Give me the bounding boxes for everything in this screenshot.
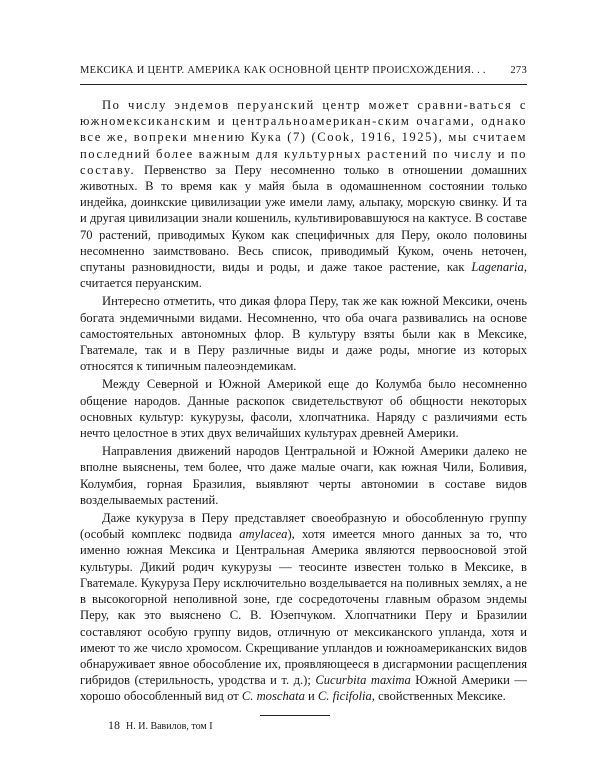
signature-number: 18 bbox=[108, 718, 120, 732]
paragraph-3: Между Северной и Южной Америкой еще до Колумба было несомненно общение народов. Данные раскопок свидетельствуют об общности некоторых основных культур: кукурузы, фасоли, хлопчатника. Наряду с различиями есть нечто целостное в этих двух величайших культурах древней Америки. bbox=[80, 377, 527, 441]
paragraph-1 bbox=[80, 97, 527, 291]
paragraph-2: Интересно отметить, что дикая флора Перу, так же как южной Мексики, очень богата эндемичными видами. Несомненно, что оба очага развивались на основе самостоятельных автономных флор. В культуру взяты были как в Мексике, Гватемале, так и в Перу различные виды и даже роды, многие из которых относятся к типичным палеоэндемикам. bbox=[80, 294, 527, 374]
spaced-lead: По числу эндемов перуанский центр может сравни-ваться с южномексиканским и центральноамерикан-ским очагами, однако все же, вопреки мнению Кука (7) (Cook, 1916, 1925), мы считаем последний более важным для культурных растений по числу и по составу. bbox=[80, 98, 527, 177]
page-number: 273 bbox=[510, 65, 527, 76]
p5-part-c: Южной Америки — хорошо обособленный вид от bbox=[80, 673, 527, 704]
italic-term: C. ficifolia bbox=[317, 689, 372, 704]
italic-term: Cucurbita maxima bbox=[315, 673, 411, 688]
printer-signature bbox=[108, 719, 213, 733]
signature-text: Н. И. Вавилов, том I bbox=[126, 721, 213, 732]
p5-part-b: ), хотя имеется много данных за то, что именно южная Мексика и Центральная Америка являются первоосновой этой культуры. Дикий родич кукурузы — теосинте известен только в Мексике, в Гватемале. Кукуруза Перу исключительно возделывается на поливных землях, а не в высокогорной неполивной зоне, где сосредоточены главным образом эндемы Перу, как это выяснено С. В. Юзепчуком. Хлопчатники Перу и Бразилии составляют особую группу видов, отличную от мексиканского упланда, хотя и имеют то же число хромосом. Скрещивание упландов и южноамериканских видов обнаруживает явное обособление их, проявляющееся в дисгармонии расщепления гибридов (стерильность, уродства и т. д.); bbox=[80, 527, 528, 688]
running-head-title: МЕКСИКА И ЦЕНТР. АМЕРИКА КАК ОСНОВНОЙ ЦЕНТР ПРОИСХОЖДЕНИЯ. . . bbox=[80, 65, 486, 76]
paragraph-1-tail: , считается перуанским. bbox=[80, 260, 527, 291]
paragraph-1-rest: Первенство за Перу несомненно только в отношении домашних животных. В то время как у майя была в одомашненном состоянии только индейка, доинкские цивилизации уже имели ламу, альпаку, морскую свинку. И та и другая цивилизации знали кошениль, культивировавшуюся на кактусе. В составе 70 растений, приводимых Куком как специфичных для Перу, около половины несомненно заимствовано. Весь список, приводимый Куком, очень неточен, спутаны разновидности, виды и роды, и даже такое растение, как bbox=[80, 162, 527, 275]
p5-part-e: , свойственных Мексике. bbox=[371, 689, 506, 704]
italic-term: C. moschata bbox=[241, 689, 305, 704]
paragraph-5 bbox=[80, 510, 527, 704]
header-rule bbox=[80, 84, 527, 85]
italic-term: Lagenaria bbox=[471, 260, 524, 275]
p5-part-a: Даже кукуруза в Перу представляет своеобразную и обособленную группу (особый комплекс подвида bbox=[80, 511, 527, 542]
paragraph-4: Направления движений народов Центральной и Южной Америки далеко не вполне выяснены, тем более, что даже малые очаги, как южная Чили, Боливия, Колумбия, горная Бразилия, выявляют черты автономии в составе видов возделываемых растений. bbox=[80, 444, 527, 507]
p5-part-d: и bbox=[304, 689, 315, 704]
running-head bbox=[80, 64, 527, 78]
body-text bbox=[80, 97, 527, 707]
footer-rule bbox=[260, 715, 330, 716]
italic-term: amylacea bbox=[239, 527, 288, 542]
